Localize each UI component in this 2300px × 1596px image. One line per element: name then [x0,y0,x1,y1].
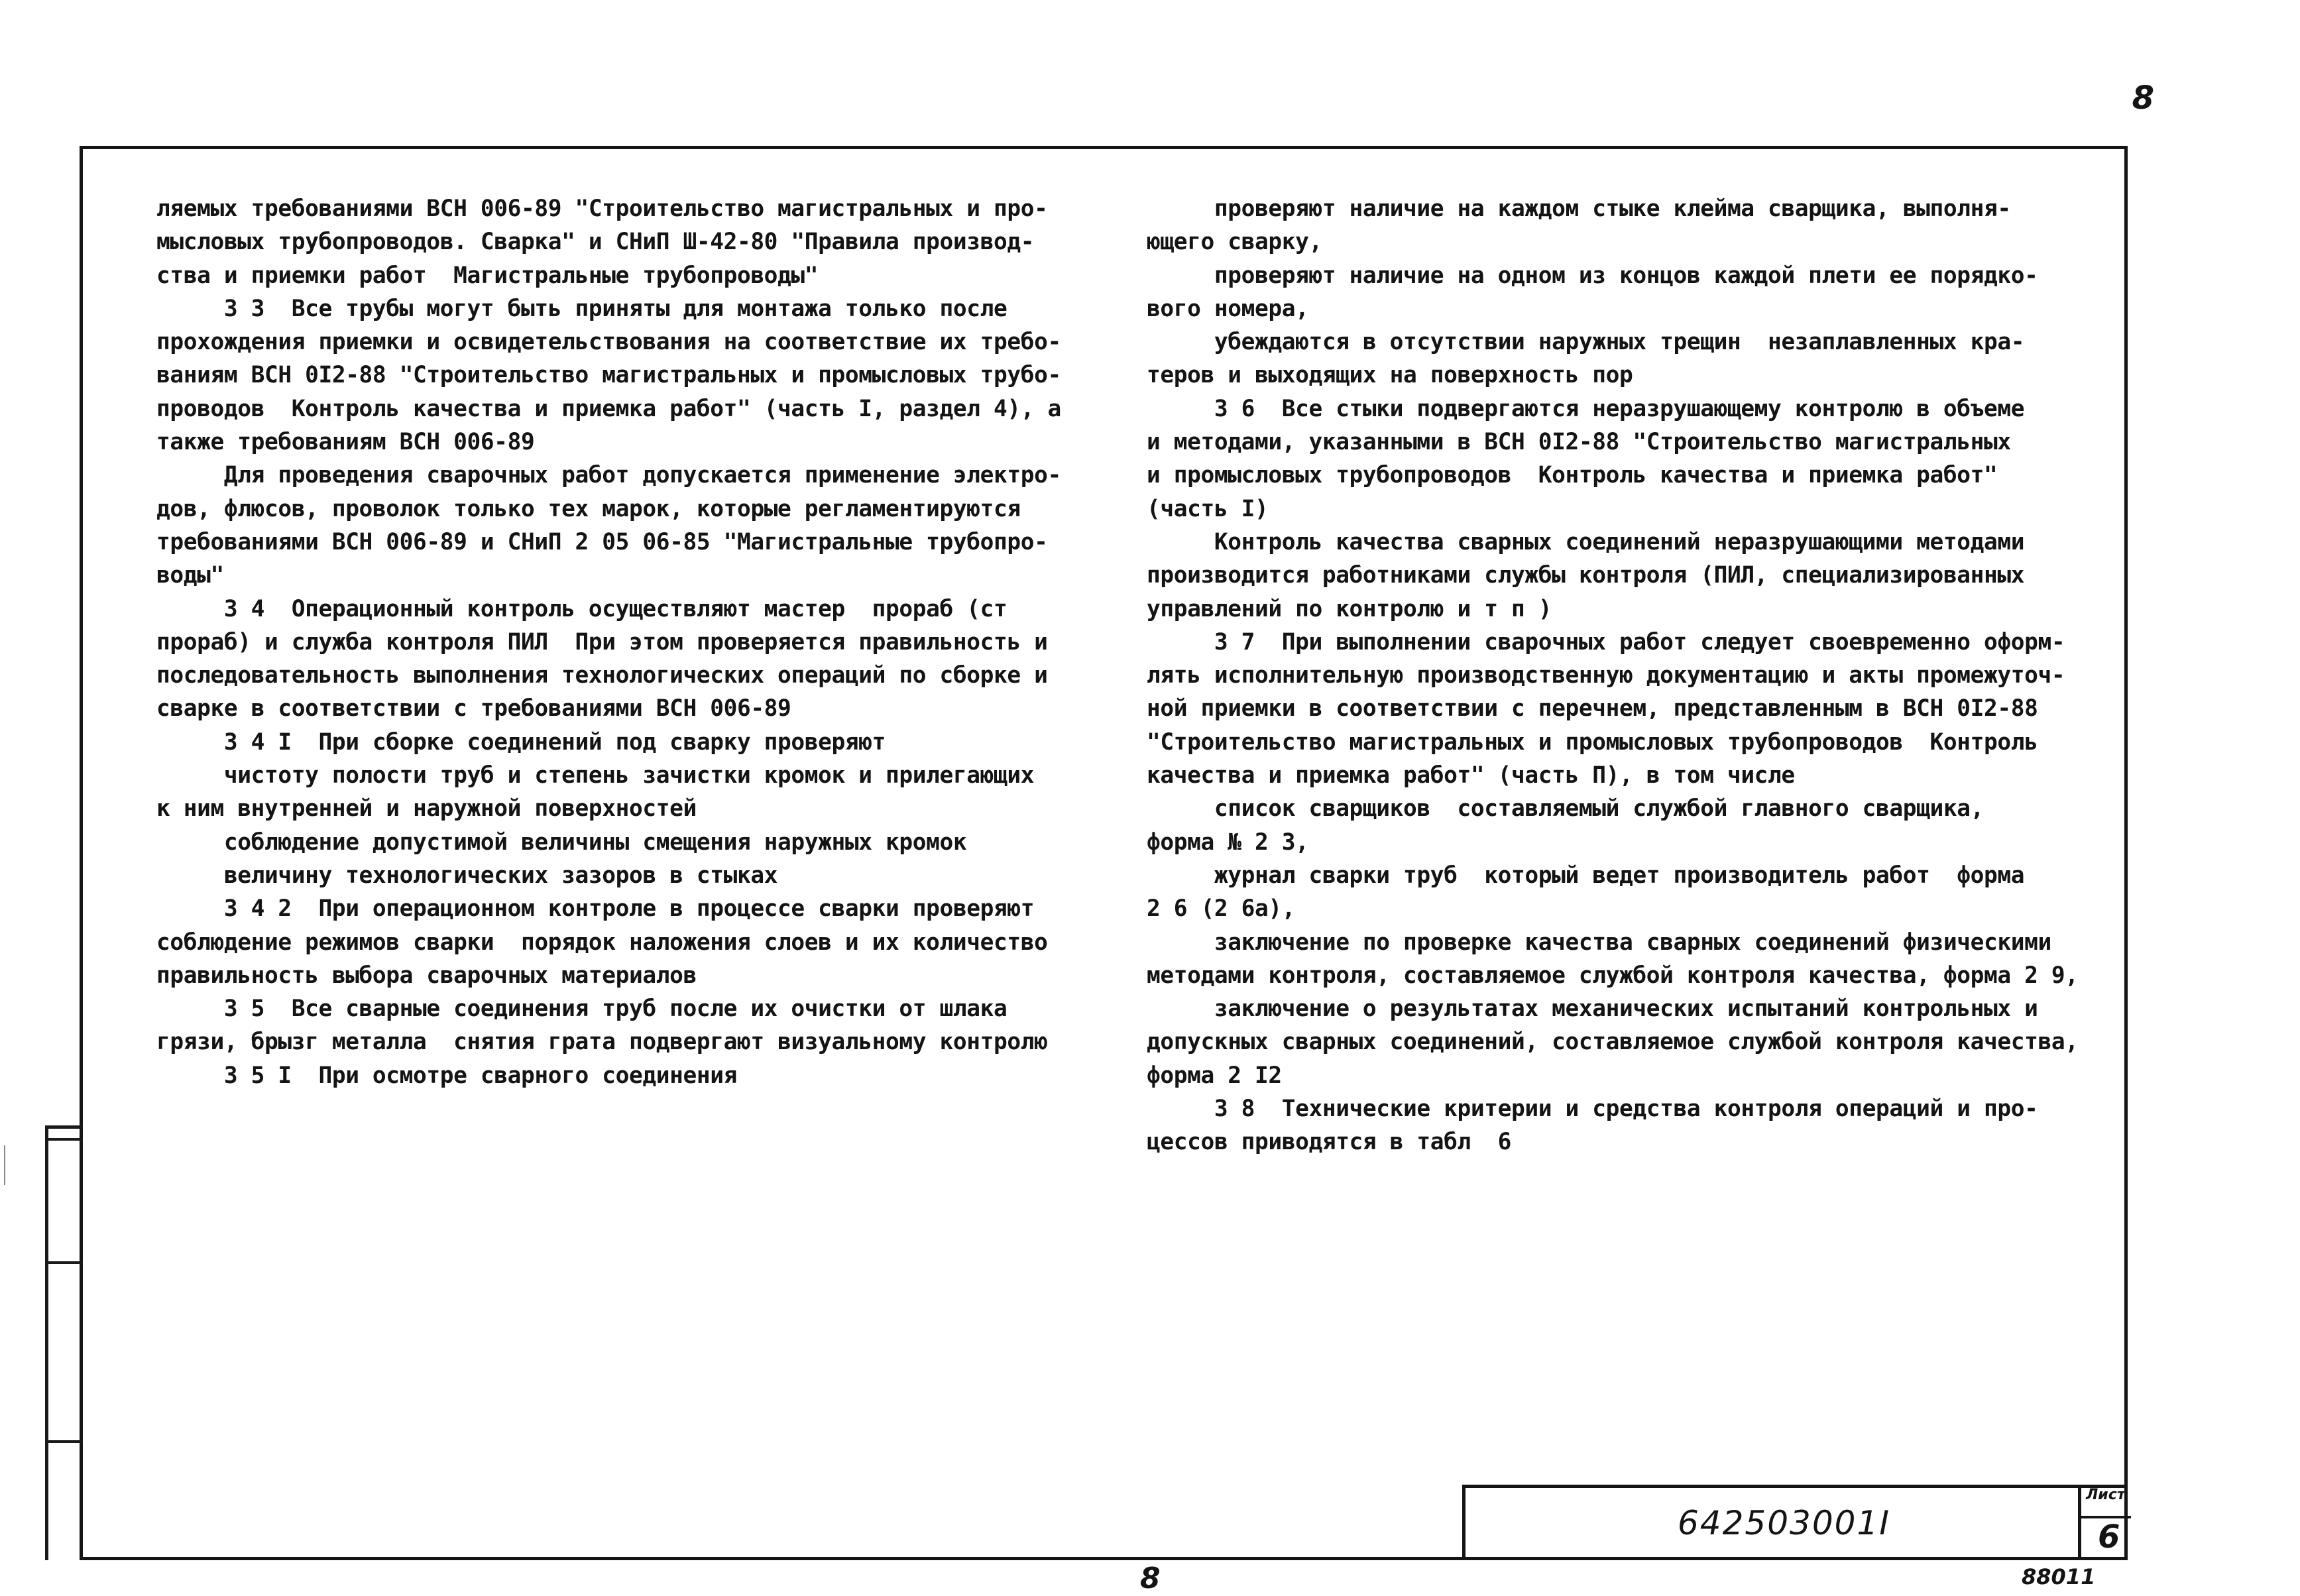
text-line: методами контроля, составляемое службой контроля качества, форма 2 9, [1147,962,2079,989]
text-line: 3 3 Все трубы могут быть приняты для монтажа только после [156,295,1007,322]
document-code: 642503001I [1678,1504,1891,1542]
text-line: также требованиям ВСН 006-89 [156,429,535,456]
text-line: ваниям ВСН 0I2-88 "Строительство магистральных и промысловых трубо- [156,362,1061,389]
text-line: правильность выбора сварочных материалов [156,962,697,989]
text-line: величину технологических зазоров в стыках [156,862,778,889]
text-line: к ним внутренней и наружной поверхностей [156,795,697,823]
text-line: ной приемки в соответствии с перечнем, представленным в ВСН 0I2-88 [1147,695,2038,722]
stamp-divider [2078,1485,2081,1560]
margin-tick-mark [4,1145,5,1185]
text-line: проводов Контроль качества и приемка работ" (часть I, раздел 4), а [156,395,1061,422]
text-line: требованиями ВСН 006-89 и СНиП 2 05 06-85 "Магистральные трубопро- [156,528,1048,555]
text-line: и промысловых трубопроводов Контроль качества и приемка работ" [1147,462,1998,489]
text-line: заключение о результатах механических испытаний контрольных и [1147,996,2038,1023]
text-line: соблюдение допустимой величины смещения наружных кромок [156,828,967,856]
text-line: мысловых трубопроводов. Сварка" и СНиП Ш-42-80 "Правила производ- [156,229,1035,256]
text-line: вого номера, [1147,295,1309,322]
title-block-stamp [1462,1485,2128,1560]
text-line: чистоту полости труб и степень зачистки кромок и прилегающих [156,762,1035,789]
text-line: прораб) и служба контроля ПИЛ При этом проверяется правильность и [156,628,1048,656]
text-line: заключение по проверке качества сварных соединений физическими [1147,929,2051,956]
binding-strip-mark [48,1138,83,1141]
text-line: Контроль качества сварных соединений неразрушающими методами [1147,528,2025,555]
sheet-number: 6 [2098,1518,2120,1556]
text-line: управлений по контролю и т п ) [1147,595,1552,622]
text-line: допускных сварных соединений, составляемое службой контроля качества, [1147,1029,2079,1056]
text-line: форма № 2 3, [1147,828,1309,856]
text-line: воды" [156,562,224,589]
corner-page-number: 8 [2132,80,2154,117]
text-line: форма 2 I2 [1147,1062,1282,1089]
text-line: качества и приемка работ" (часть П), в том числе [1147,762,1795,789]
text-line: Для проведения сварочных работ допускается применение электро- [156,462,1061,489]
text-line: 3 6 Все стыки подвергаются неразрушающему контролю в объеме [1147,395,2025,422]
left-text-column [156,192,1071,1092]
text-line: лять исполнительную производственную документацию и акты промежуточ- [1147,662,2065,689]
sheet-label: Лист [2086,1487,2126,1503]
text-line: соблюдение режимов сварки порядок наложения слоев и их количество [156,929,1048,956]
text-line: 3 8 Технические критерии и средства контроля операций и про- [1147,1096,2038,1123]
text-line: 3 5 I При осмотре сварного соединения [156,1062,737,1089]
binding-strip [45,1125,82,1560]
text-line: (часть I) [1147,495,1269,522]
text-line: теров и выходящих на поверхность пор [1147,362,1633,389]
text-line: 3 5 Все сварные соединения труб после их очистки от шлака [156,996,1007,1023]
text-line: дов, флюсов, проволок только тех марок, которые регламентируются [156,495,1021,522]
text-line: 3 4 2 При операционном контроле в процессе сварки проверяют [156,895,1035,923]
text-line: журнал сварки труб который ведет производитель работ форма [1147,862,2025,889]
text-line: ства и приемки работ Магистральные трубопроводы" [156,262,819,289]
text-line: проверяют наличие на одном из концов каждой плети ее порядко- [1147,262,2038,289]
text-line: сварке в соответствии с требованиями ВСН 006-89 [156,695,791,722]
text-line: ляемых требованиями ВСН 006-89 "Строительство магистральных и про- [156,196,1048,222]
text-line: грязи, брызг металла снятия грата подвергают визуальному контролю [156,1029,1048,1056]
bottom-page-number: 8 [1140,1562,1161,1595]
text-line: проверяют наличие на каждом стыке клейма сварщика, выполня- [1147,196,2011,222]
text-line: 2 6 (2 6а), [1147,895,1296,923]
text-line: 3 7 При выполнении сварочных работ следует своевременно оформ- [1147,628,2065,656]
right-text-column [1147,192,2101,1159]
text-line: 3 4 I При сборке соединений под сварку проверяют [156,728,886,756]
text-line: список сварщиков составляемый службой главного сварщика, [1147,795,1984,823]
binding-strip-mark [48,1440,83,1443]
text-line: прохождения приемки и освидетельствования на соответствие их требо- [156,329,1061,356]
text-line: последовательность выполнения технологических операций по сборке и [156,662,1048,689]
bottom-archive-code: 88011 [2022,1564,2096,1589]
text-line: ющего сварку, [1147,229,1322,256]
text-line: 3 4 Операционный контроль осуществляют мастер прораб (ст [156,595,1007,622]
text-line: производится работниками службы контроля (ПИЛ, специализированных [1147,562,2025,589]
text-line: убеждаются в отсутствии наружных трещин незаплавленных кра- [1147,329,2025,356]
binding-strip-mark [48,1261,83,1264]
text-line: и методами, указанными в ВСН 0I2-88 "Строительство магистральных [1147,429,2011,456]
text-line: "Строительство магистральных и промысловых трубопроводов Контроль [1147,728,2038,756]
text-line: цессов приводятся в табл 6 [1147,1129,1512,1156]
